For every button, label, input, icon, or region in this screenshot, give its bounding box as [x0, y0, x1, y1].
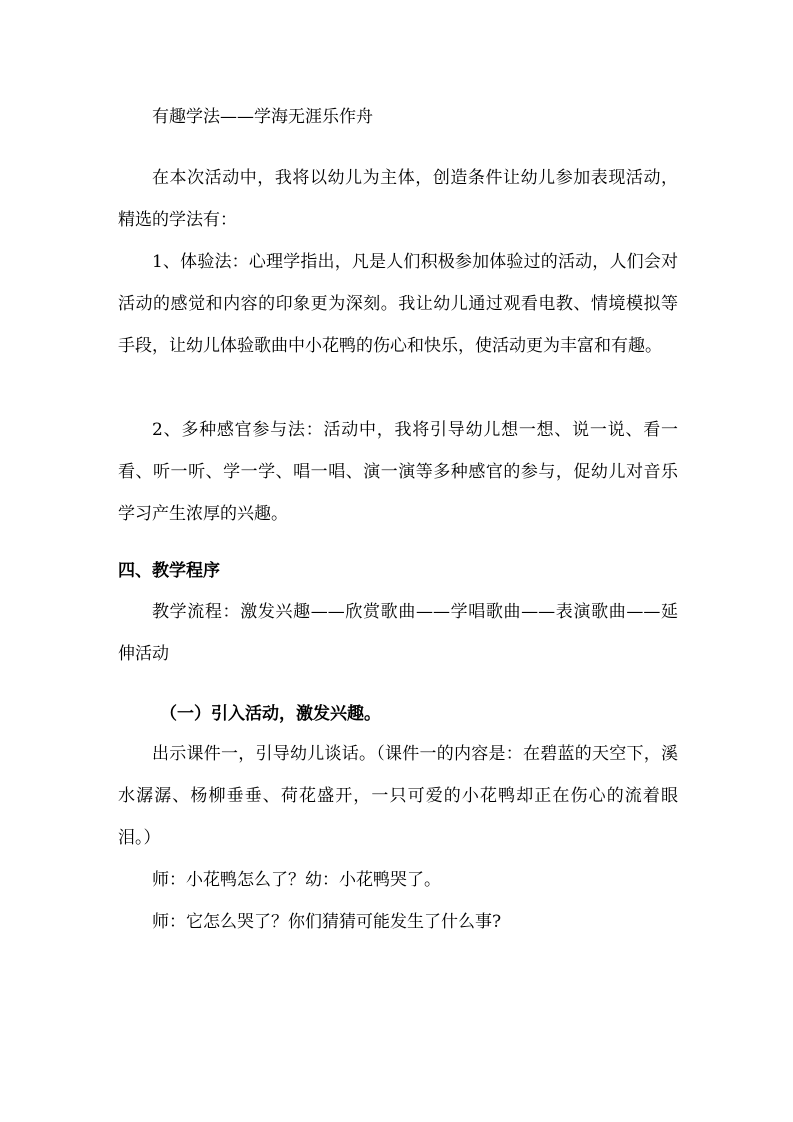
paragraph-teaching-flow: 教学流程：激发兴趣——欣赏歌曲——学唱歌曲——表演歌曲——延伸活动: [118, 602, 678, 664]
paragraph-dialog-2: 师：它怎么哭了？你们猜猜可能发生了什么事?: [152, 912, 502, 932]
paragraph-method-2: 2、多种感官参与法：活动中，我将引导幼儿想一想、说一说、看一看、听一听、学一学、唱一唱、演一演等多种感官的参与，促幼儿对音乐学习产生浓厚的兴趣。: [118, 420, 678, 524]
paragraph-intro: 在本次活动中，我将以幼儿为主体，创造条件让幼儿参加表现活动，精选的学法有：: [118, 168, 678, 230]
paragraph-learning-title: 有趣学法——学海无涯乐作舟: [152, 107, 373, 127]
subsection-heading-1: （一）引入活动，激发兴趣。: [160, 704, 381, 724]
paragraph-courseware: 出示课件一，引导幼儿谈话。（课件一的内容是：在碧蓝的天空下，溪水潺潺、杨柳垂垂、荷花盛开，一只可爱的小花鸭却正在伤心的流着眼泪。）: [118, 744, 678, 848]
section-heading-4: 四、教学程序: [118, 561, 220, 581]
paragraph-dialog-1: 师：小花鸭怎么了？幼：小花鸭哭了。: [152, 870, 441, 890]
paragraph-method-1: 1、体验法：心理学指出，凡是人们积极参加体验过的活动，人们会对活动的感觉和内容的印象更为深刻。我让幼儿通过观看电教、情境模拟等手段，让幼儿体验歌曲中小花鸭的伤心和快乐，使活动更为丰富和有趣。: [118, 252, 678, 356]
